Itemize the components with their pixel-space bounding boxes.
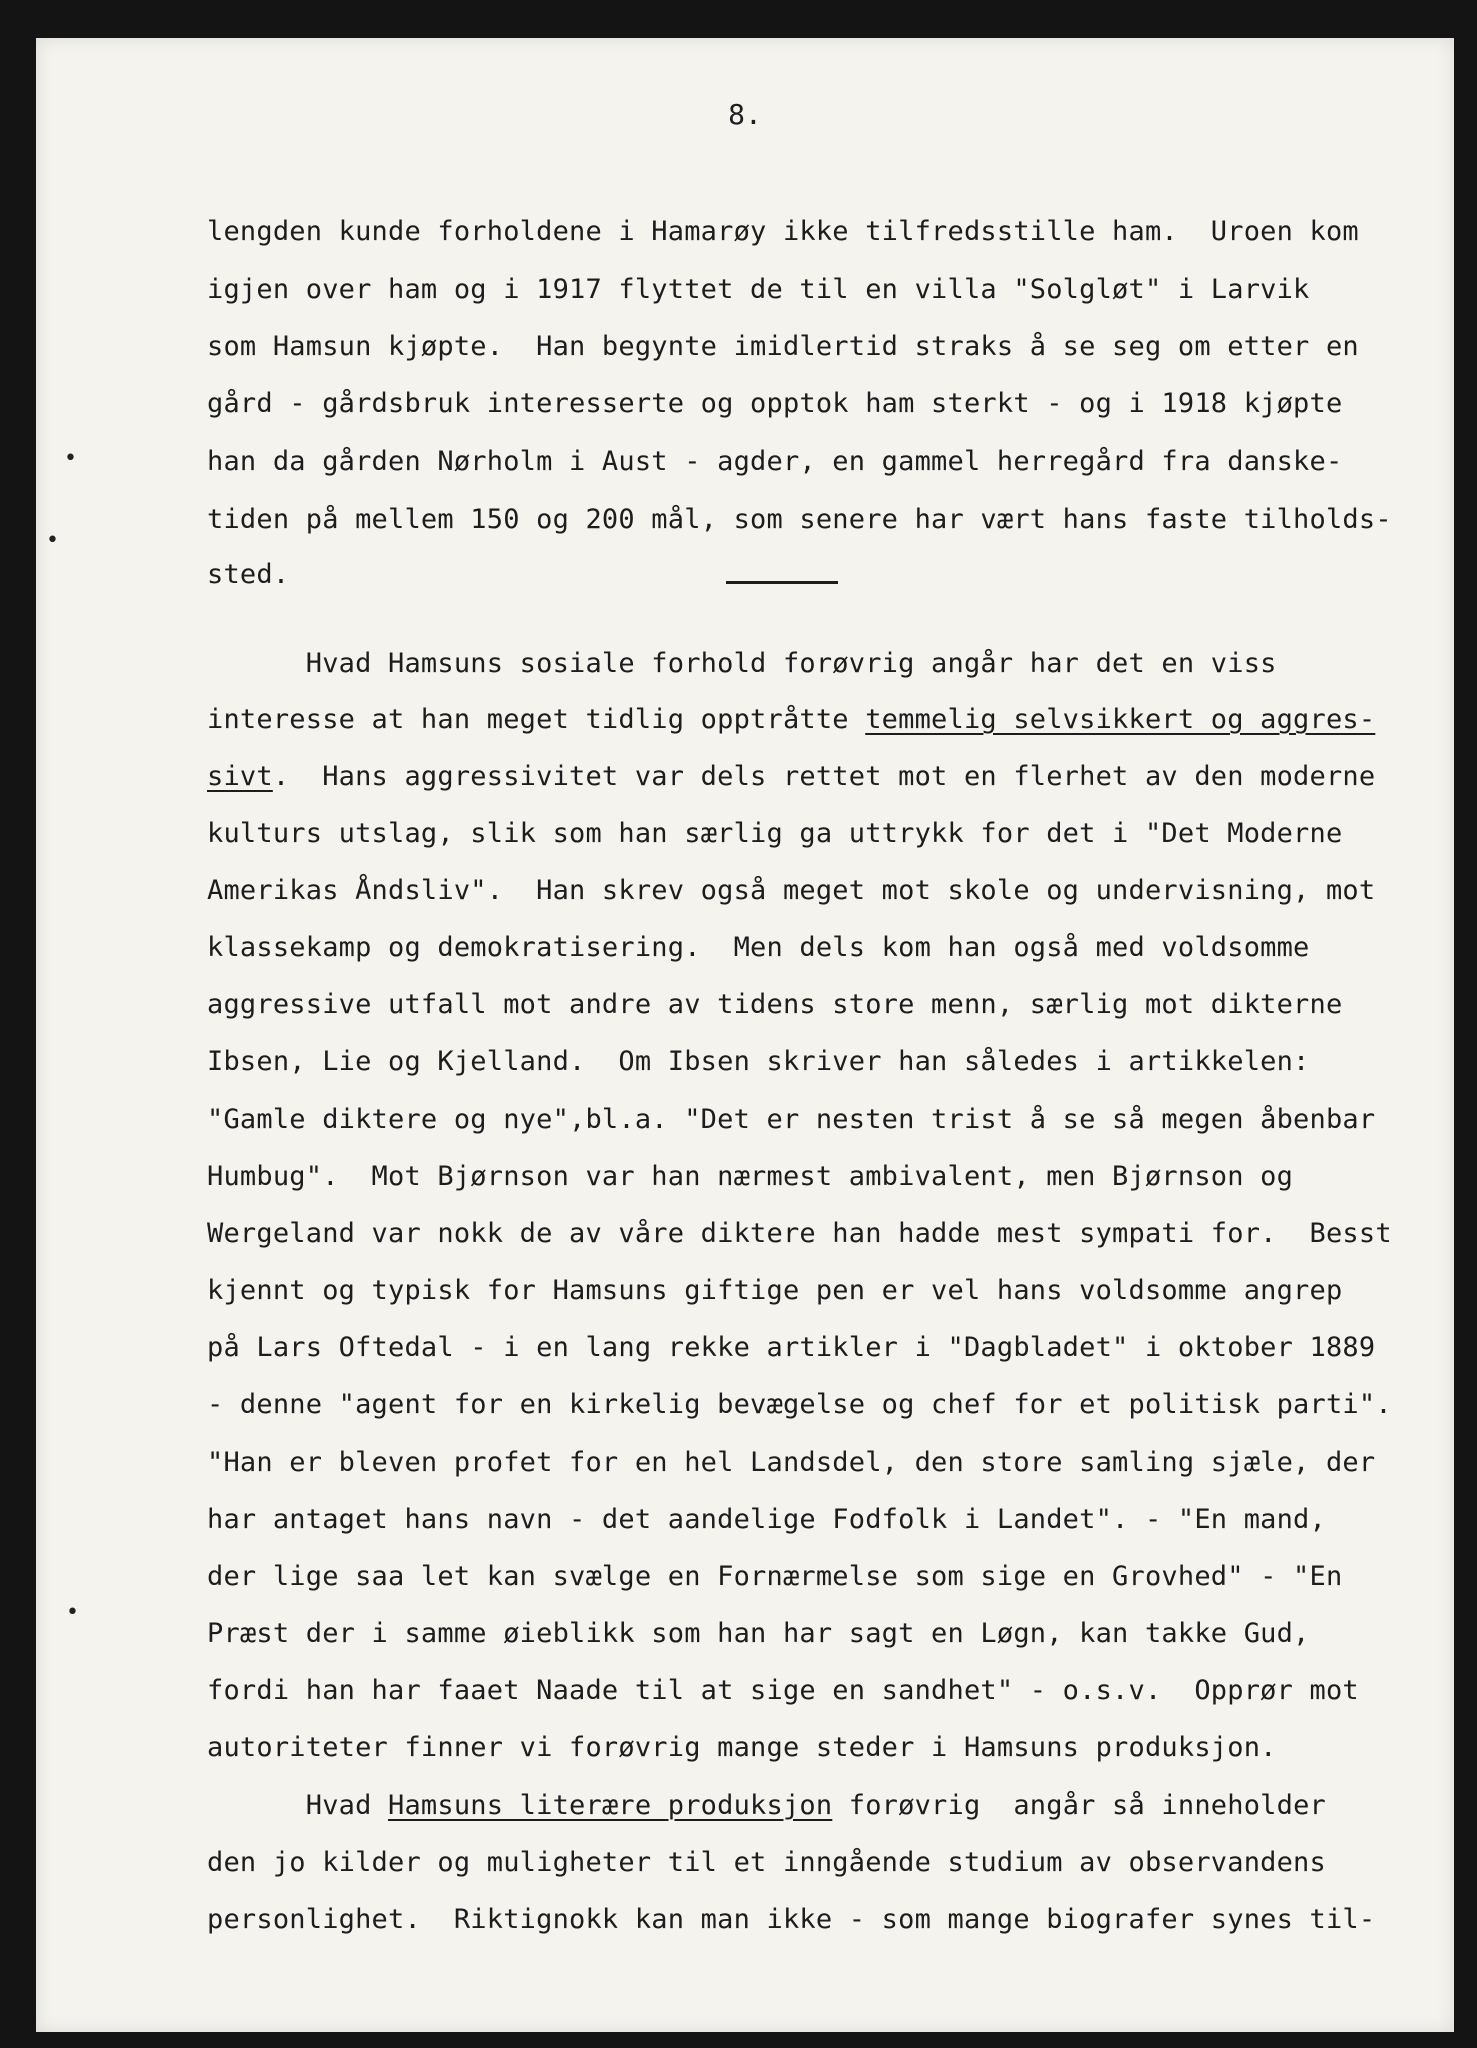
- text-run: lengden kunde forholdene i Hamarøy ikke tilfredsstille ham. Uroen kom: [207, 216, 1359, 247]
- text-line: [207, 1732, 1277, 1763]
- text-line: [207, 932, 1310, 963]
- text-run: har antaget hans navn - det aandelige Fodfolk i Landet". - "En mand,: [207, 1504, 1326, 1535]
- text-line: [207, 1561, 1342, 1592]
- text-run: igjen over ham og i 1917 flyttet de til en villa "Solgløt" i Larvik: [207, 274, 1310, 305]
- text-line: [207, 331, 1359, 362]
- text-run: som Hamsun kjøpte. Han begynte imidlertid straks å se seg om etter en: [207, 331, 1359, 362]
- section-divider: [726, 581, 838, 584]
- text-run: "Gamle diktere og nye",bl.a. "Det er nesten trist å se så megen åbenbar: [207, 1104, 1376, 1135]
- text-line: [207, 1332, 1375, 1363]
- text-run: personlighet. Riktignokk kan man ikke - som mange biografer synes til-: [207, 1904, 1376, 1935]
- text-line: [207, 1790, 1326, 1821]
- text-line: [207, 875, 1375, 906]
- text-line: [207, 1504, 1326, 1535]
- text-line: [207, 1618, 1310, 1649]
- text-line: [207, 446, 1342, 477]
- text-run: klassekamp og demokratisering. Men dels kom han også med voldsomme: [207, 932, 1310, 963]
- text-run: gård - gårdsbruk interesserte og opptok ham sterkt - og i 1918 kjøpte: [207, 388, 1343, 419]
- text-line: [207, 274, 1310, 305]
- text-line: [207, 1675, 1359, 1706]
- text-run: på Lars Oftedal - i en lang rekke artikler i "Dagbladet" i oktober 1889: [207, 1332, 1376, 1363]
- text-line: [207, 761, 1375, 792]
- text-line: [207, 648, 1277, 679]
- text-run: autoriteter finner vi forøvrig mange steder i Hamsuns produksjon.: [207, 1732, 1277, 1763]
- text-run: fordi han har faaet Naade til at sige en sandhet" - o.s.v. Opprør mot: [207, 1675, 1359, 1706]
- text-line: [207, 818, 1342, 849]
- text-run: . Hans aggressivitet var dels rettet mot en flerhet av den moderne: [272, 761, 1376, 792]
- text-run: - denne "agent for en kirkelig bevægelse og chef for et politisk parti".: [207, 1389, 1392, 1420]
- margin-mark: •: [66, 1600, 79, 1625]
- text-line: [207, 216, 1359, 247]
- text-run: sted.: [207, 559, 290, 590]
- text-run: Hvad Hamsuns sosiale forhold forøvrig angår har det en viss: [207, 648, 1277, 679]
- text-line: [207, 1447, 1375, 1478]
- text-run: der lige saa let kan svælge en Fornærmelse som sige en Grovhed" - "En: [207, 1561, 1343, 1592]
- text-line: [207, 388, 1342, 419]
- text-run: Amerikas Åndsliv". Han skrev også meget mot skole og undervisning, mot: [207, 875, 1376, 906]
- text-run: Humbug". Mot Bjørnson var han nærmest ambivalent, men Bjørnson og: [207, 1161, 1294, 1192]
- text-line: [207, 504, 1392, 535]
- text-line: [207, 559, 289, 590]
- text-line: [207, 1104, 1375, 1135]
- text-run: Ibsen, Lie og Kjelland. Om Ibsen skriver han således i artikkelen:: [207, 1046, 1310, 1077]
- text-line: [207, 989, 1342, 1020]
- text-run: aggressive utfall mot andre av tidens store menn, særlig mot dikterne: [207, 989, 1343, 1020]
- text-run: kjennt og typisk for Hamsuns giftige pen er vel hans voldsomme angrep: [207, 1275, 1343, 1306]
- margin-mark: •: [46, 528, 59, 553]
- text-run: tiden på mellem 150 og 200 mål, som senere har vært hans faste tilholds-: [207, 504, 1392, 535]
- text-run: den jo kilder og muligheter til et inngående studium av observandens: [207, 1847, 1326, 1878]
- document-page: [36, 38, 1454, 2032]
- text-run: "Han er bleven profet for en hel Landsdel, den store samling sjæle, der: [207, 1447, 1376, 1478]
- underlined-text: Hamsuns literære produksjon: [388, 1790, 833, 1821]
- underlined-text: sivt: [207, 761, 273, 792]
- text-line: [207, 1275, 1342, 1306]
- text-run: interesse at han meget tidlig opptråtte: [207, 704, 866, 735]
- text-line: [207, 1161, 1293, 1192]
- text-run: kulturs utslag, slik som han særlig ga uttrykk for det i "Det Moderne: [207, 818, 1343, 849]
- text-line: [207, 1046, 1310, 1077]
- text-line: [207, 1218, 1392, 1249]
- page-number: 8.: [728, 98, 762, 131]
- margin-mark: •: [64, 446, 77, 471]
- text-line: [207, 1904, 1375, 1935]
- text-run: Hvad: [207, 1790, 389, 1821]
- text-line: [207, 704, 1375, 735]
- text-line: [207, 1389, 1392, 1420]
- text-run: forøvrig angår så inneholder: [832, 1790, 1326, 1821]
- text-run: han da gården Nørholm i Aust - agder, en gammel herregård fra danske-: [207, 446, 1343, 477]
- underlined-text: temmelig selvsikkert og aggres-: [865, 704, 1376, 735]
- text-run: Wergeland var nokk de av våre diktere han hadde mest sympati for. Besst: [207, 1218, 1392, 1249]
- text-run: Præst der i samme øieblikk som han har sagt en Løgn, kan takke Gud,: [207, 1618, 1310, 1649]
- text-line: [207, 1847, 1326, 1878]
